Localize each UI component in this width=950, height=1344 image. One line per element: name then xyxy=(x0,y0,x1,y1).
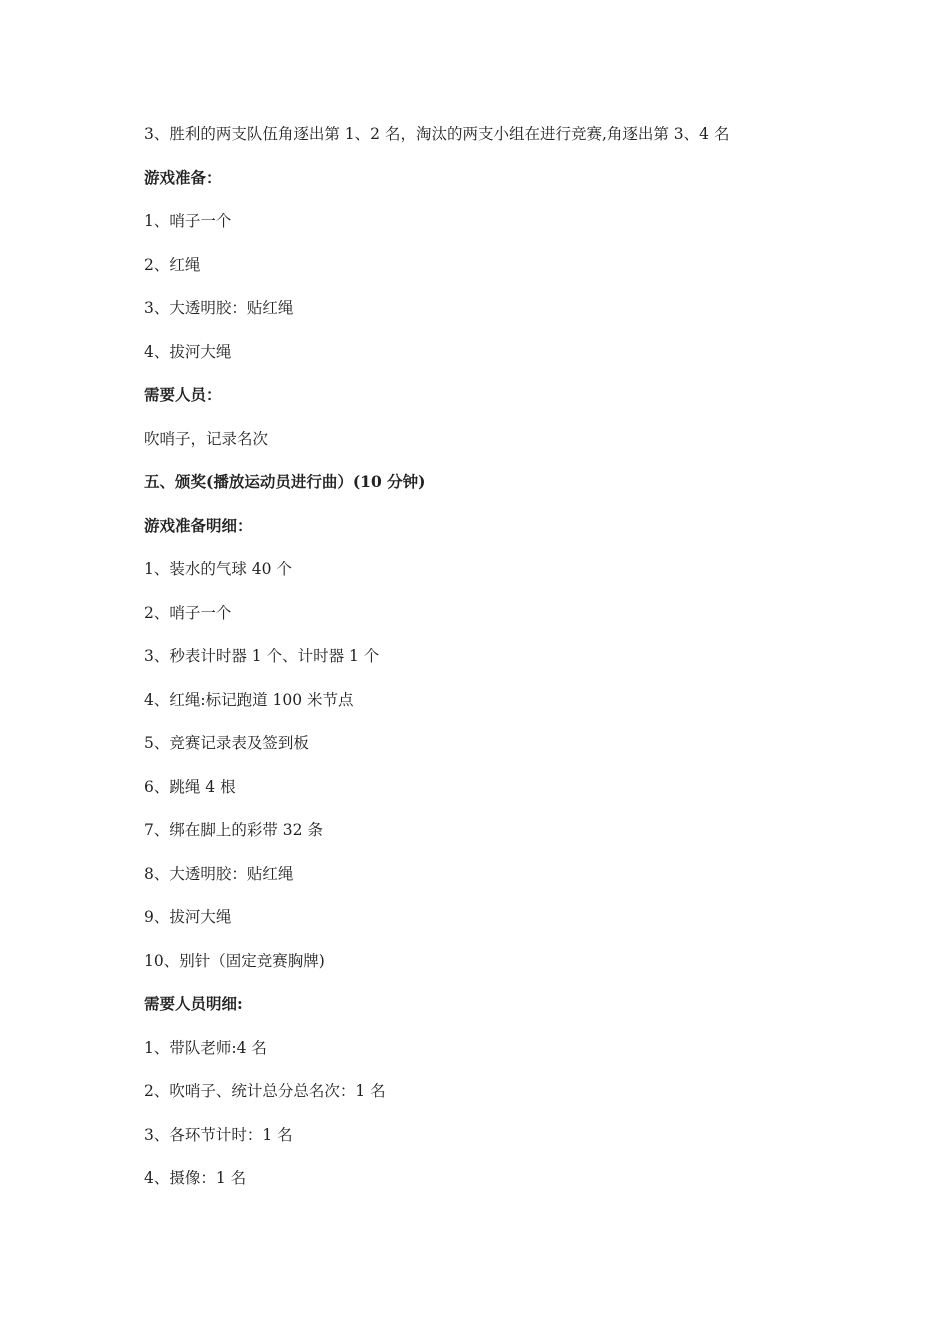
prep-detail-item-10: 10、别针（固定竞赛胸牌) xyxy=(144,951,325,970)
prep-detail-item-1: 1、装水的气球 40 个 xyxy=(144,560,292,578)
section-heading-prep-details: 游戏准备明细： xyxy=(144,515,253,535)
prep-item-2: 2、红绳 xyxy=(144,255,201,274)
section-heading-game-prep: 游戏准备： xyxy=(144,167,222,187)
prep-item-4: 4、拔河大绳 xyxy=(144,342,232,361)
prep-detail-item-8: 8、大透明胶：贴红绳 xyxy=(144,864,294,883)
prep-detail-item-3: 3、秒表计时器 1 个、计时器 1 个 xyxy=(144,647,380,665)
prep-detail-item-5: 5、竞赛记录表及签到板 xyxy=(144,734,309,752)
staff-duty: 吹哨子，记录名次 xyxy=(144,429,269,448)
staff-detail-item-4: 4、摄像：1 名 xyxy=(144,1169,247,1187)
staff-detail-item-3: 3、各环节计时：1 名 xyxy=(144,1125,293,1144)
staff-detail-item-2: 2、吹哨子、统计总分总名次：1 名 xyxy=(144,1082,386,1100)
section-heading-awards: 五、颁奖(播放运动员进行曲）(10 分钟) xyxy=(144,472,426,491)
section-heading-staff-details: 需要人员明细: xyxy=(144,994,243,1013)
prep-detail-item-4: 4、红绳:标记跑道 100 米节点 xyxy=(144,690,354,709)
prep-detail-item-6: 6、跳绳 4 根 xyxy=(144,777,236,796)
prep-item-3: 3、大透明胶：贴红绳 xyxy=(144,299,294,317)
prep-detail-item-2: 2、哨子一个 xyxy=(144,603,232,622)
staff-detail-item-1: 1、带队老师:4 名 xyxy=(144,1038,267,1057)
rule-item-3: 3、胜利的两支队伍角逐出第 1、2 名，淘汰的两支小组在进行竞赛,角逐出第 3、4 名 xyxy=(144,125,730,143)
prep-detail-item-9: 9、拔河大绳 xyxy=(144,908,232,926)
document-body xyxy=(144,124,864,1212)
prep-item-1: 1、哨子一个 xyxy=(144,212,232,230)
prep-detail-item-7: 7、绑在脚上的彩带 32 条 xyxy=(144,821,323,839)
section-heading-staff: 需要人员： xyxy=(144,385,222,404)
